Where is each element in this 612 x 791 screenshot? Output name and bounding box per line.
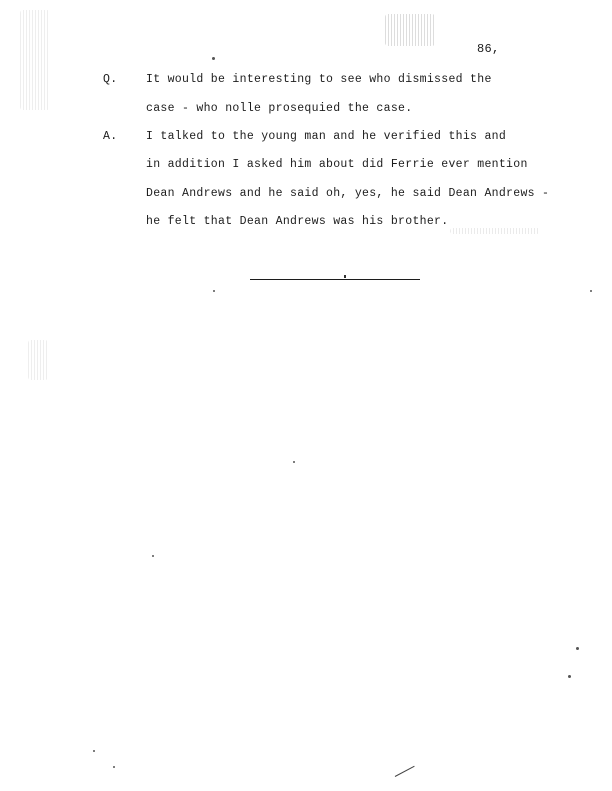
- scan-smudge: [28, 340, 48, 380]
- answer-label: A.: [103, 130, 118, 143]
- scan-smudge: [20, 10, 50, 110]
- scan-smudge: [450, 228, 540, 234]
- scan-speck: [293, 461, 295, 463]
- scan-speck: [590, 290, 592, 292]
- question-line: case - who nolle prosequied the case.: [146, 102, 413, 115]
- scan-speck: [213, 290, 215, 292]
- section-end-rule: [250, 279, 420, 280]
- page-number: 86,: [477, 42, 500, 56]
- answer-line: he felt that Dean Andrews was his brother.: [146, 215, 449, 228]
- question-line: It would be interesting to see who dismissed the: [146, 73, 492, 86]
- scan-smudge: [385, 14, 435, 46]
- rule-mark: [344, 275, 346, 278]
- answer-line: Dean Andrews and he said oh, yes, he said Dean Andrews -: [146, 187, 550, 200]
- scan-speck: [212, 57, 215, 60]
- answer-line: in addition I asked him about did Ferrie ever mention: [146, 158, 528, 171]
- scan-scratch: [395, 766, 415, 777]
- scan-speck: [576, 647, 579, 650]
- scan-speck: [152, 555, 154, 557]
- scan-speck: [113, 766, 115, 768]
- question-label: Q.: [103, 73, 118, 86]
- scan-speck: [568, 675, 571, 678]
- answer-line: I talked to the young man and he verified this and: [146, 130, 507, 143]
- scan-speck: [93, 750, 95, 752]
